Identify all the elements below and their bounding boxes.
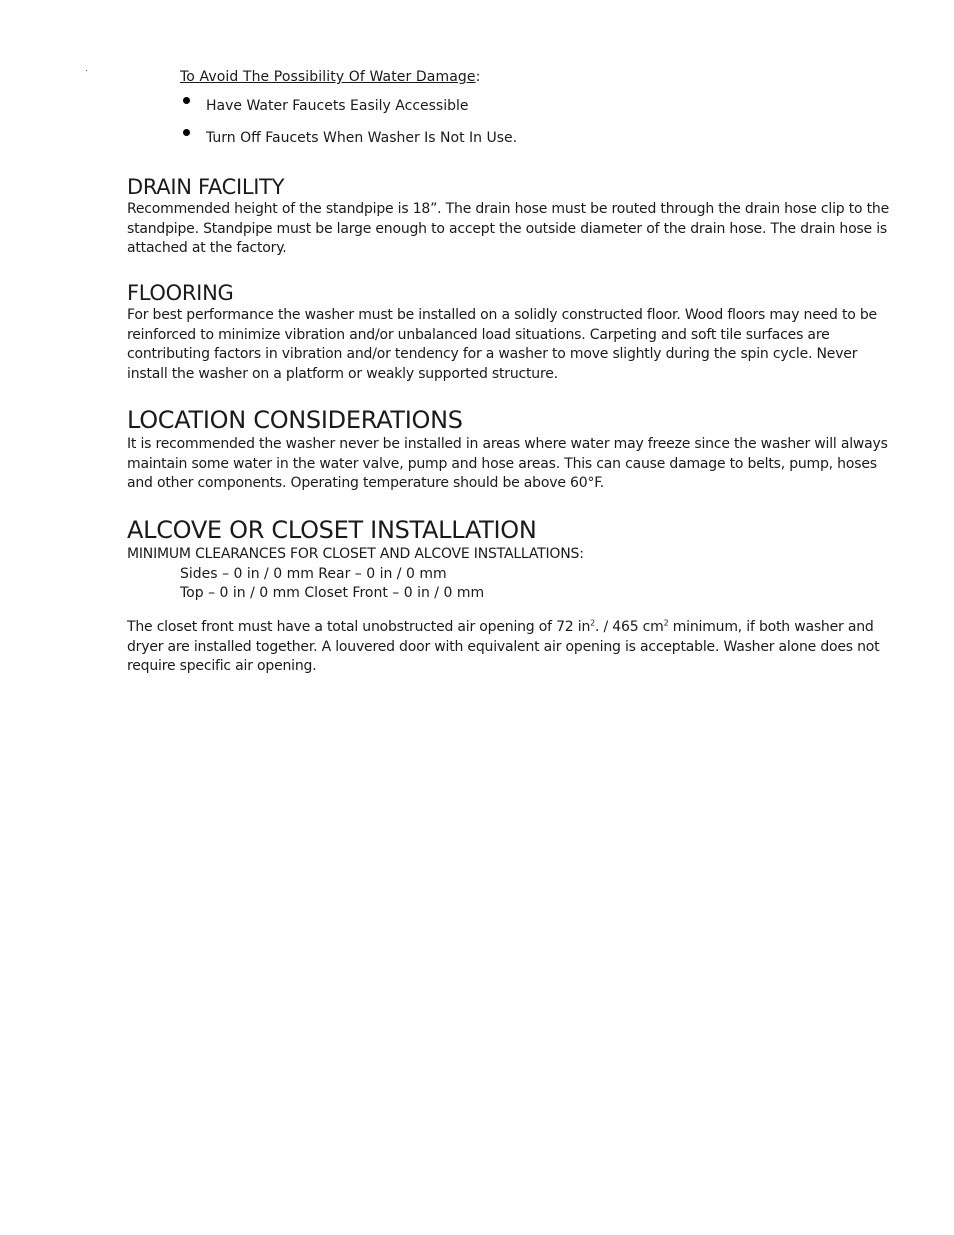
drain-body: Recommended height of the standpipe is 18”. The drain hose must be routed through the drain hose clip to the standpipe. Standpipe must be large enough to accept the outside diameter of the drain hose. The drain hose is attached at the factory. (127, 201, 890, 256)
closet-sup-2: 2 (663, 618, 669, 628)
water-damage-title-text: To Avoid The Possibility Of Water Damage (180, 69, 476, 85)
closet-opening-paragraph (127, 618, 897, 677)
clearances-line-sides-rear: Sides – 0 in / 0 mm Rear – 0 in / 0 mm (180, 565, 447, 582)
location-heading: LOCATION CONSIDERATIONS (127, 406, 463, 434)
list-item-text: Have Water Faucets Easily Accessible (206, 98, 469, 114)
location-body: It is recommended the washer never be installed in areas where water may freeze since the washer will always maintain some water in the water valve, pump and hose areas. This can cause damage to belts, pump, hoses and other components. Operating temperature should be above 60°F. (127, 436, 888, 491)
flooring-body: For best performance the washer must be installed on a solidly constructed floor. Wood floors may need to be reinforced to minimize vibration and/or unbalanced load situations. Carpeting and soft tile surfaces are contributing factors in vibration and/or tendency for a washer to move slightly during the spin cycle. Never install the washer on a platform or weakly supported structure. (127, 307, 877, 382)
water-damage-list (180, 96, 517, 160)
drain-section (127, 174, 892, 259)
flooring-heading: FLOORING (127, 281, 234, 305)
flooring-section (127, 280, 892, 384)
list-item (180, 128, 517, 148)
location-section (127, 405, 892, 494)
closet-text-1: The closet front must have a total unobstructed air opening of 72 in (127, 619, 591, 635)
clearances-subheading: MINIMUM CLEARANCES FOR CLOSET AND ALCOVE INSTALLATIONS: (127, 546, 584, 562)
alcove-heading: ALCOVE OR CLOSET INSTALLATION (127, 516, 537, 544)
closet-text-2: . / 465 cm (595, 619, 664, 635)
water-damage-title-colon: : (475, 69, 481, 85)
drain-heading: DRAIN FACILITY (127, 175, 285, 199)
water-damage-title (180, 66, 880, 88)
closet-text-3: minimum, if both washer and dryer are installed together. A louvered door with equivalent air opening is acceptable. Washer alone does not require specific air opening. (127, 619, 880, 674)
clearances-line-top-front: Top – 0 in / 0 mm Closet Front – 0 in / 0 mm (180, 585, 485, 601)
alcove-section (127, 515, 892, 604)
bullet-icon (183, 129, 190, 136)
water-damage-block (180, 66, 880, 88)
bullet-icon (183, 97, 190, 104)
closet-sup-1: 2 (590, 618, 596, 628)
stray-dot-mark (86, 70, 87, 71)
list-item-text: Turn Off Faucets When Washer Is Not In Use. (206, 130, 518, 146)
list-item (180, 96, 517, 116)
